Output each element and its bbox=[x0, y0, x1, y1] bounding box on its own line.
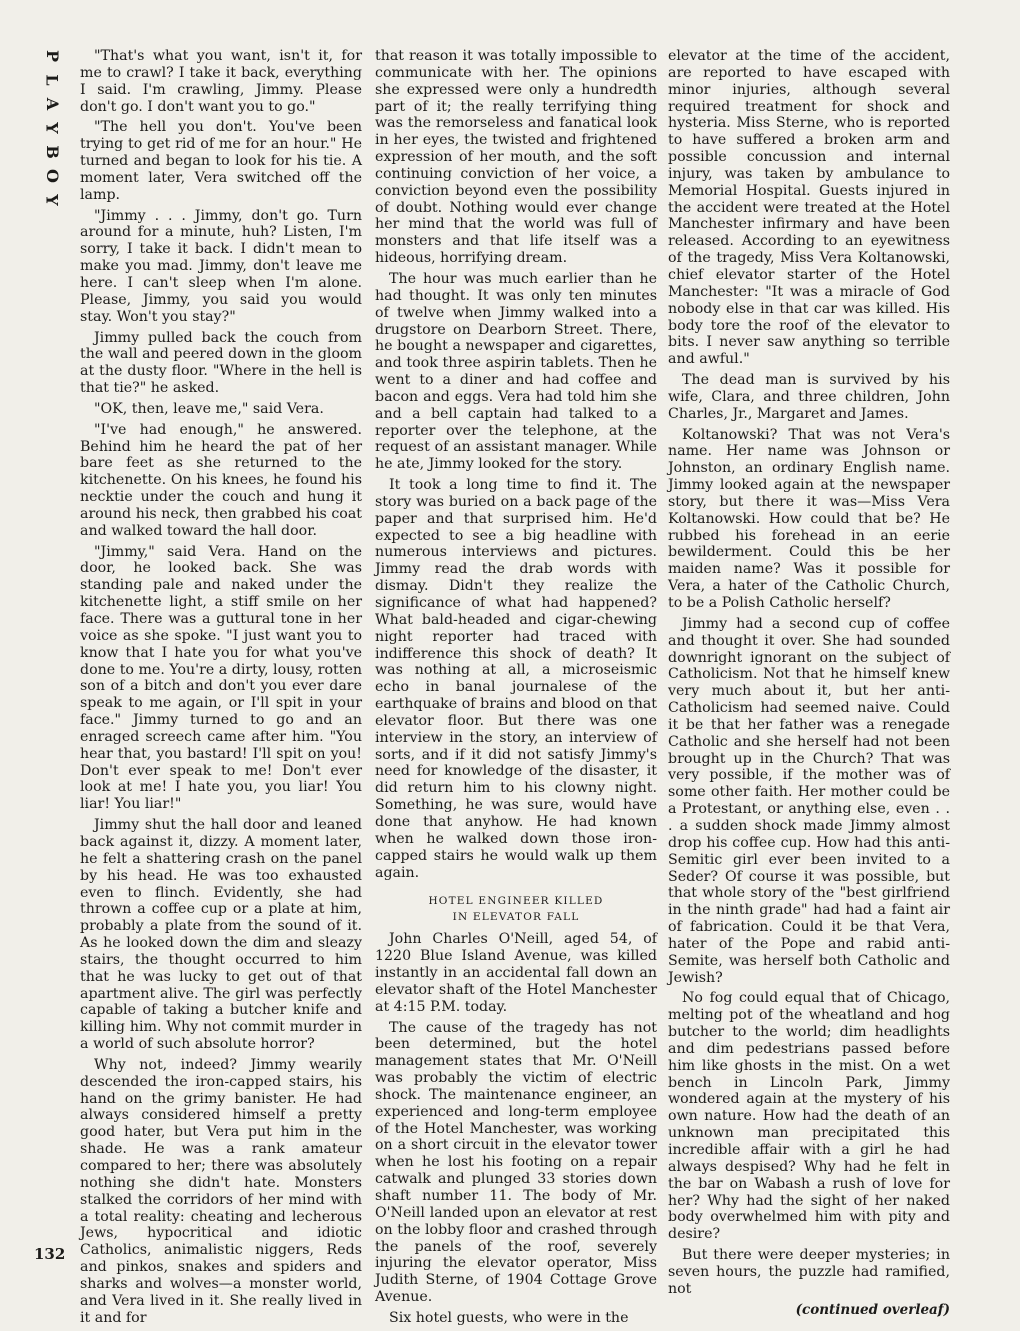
paragraph: "Jimmy," said Vera. Hand on the door, he looked back. She was standing pale and naked under the kitchenette light, a stiff smile on her face. There was a guttural tone in her voice as she spoke. "I just want you to know that I hate you for what you've done to me. You're a dirty, lousy, rotten son of a bitch and don't you ever dare speak to me again, or I'll spit in your face." Jimmy turned to go and an enraged screech came after him. "You hear that, you bastard! I'll spit on you! Don't ever speak to me! Don't ever look at me! I hate you, you liar! You liar! You liar!" bbox=[80, 543, 362, 813]
paragraph: "Jimmy . . . Jimmy, don't go. Turn around for a minute, huh? Listen, I'm sorry, I take it back. I didn't mean to make you mad. Jimmy, don't leave me here. I can't sleep when I'm alone. Please, Jimmy, you said you would stay. Won't you stay?" bbox=[80, 207, 362, 325]
paragraph: John Charles O'Neill, aged 54, of 1220 Blue Island Avenue, was killed instantly in an accidental fall down an elevator shaft of the Hotel Manchester at 4:15 P.M. today. bbox=[375, 931, 657, 1015]
paragraph: Six hotel guests, who were in the bbox=[389, 1309, 629, 1326]
magazine-letter: A bbox=[42, 97, 62, 111]
paragraph: No fog could equal that of Chicago, melting pot of the wheatland and hog butcher to the world; dim headlights and dim pedestrians passed before him like ghosts in the mist. On a wet bench in Lincoln Park, Jimmy wondered again at the mystery of his own nature. How had the death of an unknown man precipitated this incredible affair with a girl he had always despised? Why had he felt in the bar on Wabash a rush of love for her? Why had the sight of her naked body overwhelmed him with pity and desire? bbox=[668, 990, 950, 1243]
paragraph: The dead man is survived by his wife, Clara, and three children, John Charles, Jr., Margaret and James. bbox=[668, 372, 950, 422]
continued-label: (continued overleaf) bbox=[795, 1301, 950, 1318]
page-number: 132 bbox=[34, 1245, 66, 1263]
paragraph: But there were deeper mysteries; in seven hours, the puzzle had ramified, not bbox=[668, 1247, 950, 1297]
paragraph: "OK, then, leave me," said Vera. bbox=[94, 400, 324, 417]
text-column-2 bbox=[375, 48, 657, 1331]
headline-line: IN ELEVATOR FALL bbox=[452, 911, 580, 924]
headline-line: HOTEL ENGINEER KILLED bbox=[428, 895, 604, 908]
paragraph: that reason it was totally impossible to communicate with her. The opinions she expressed were only a hundredth part of it; the really terrifying thing was the remorseless and fanatical look in her eyes, the twisted and frightened expression of her mouth, and the soft continuing conviction of her voice, a conviction beyond even the possibility of doubt. Nothing would ever change her mind that the world was full of monsters and that life itself was a hideous, horrifying dream. bbox=[375, 48, 657, 267]
text-column-3 bbox=[668, 48, 950, 1318]
paragraph: The hour was much earlier than he had thought. It was only ten minutes of twelve when Jimmy walked into a drugstore on Dearborn Street. There, he bought a newspaper and cigarettes, and took three aspirin tablets. Then he went to a diner and had coffee and bacon and eggs. Vera had told him she and a bell captain had talked to a reporter over the telephone, at the request of an assistant manager. While he ate, Jimmy looked for the story. bbox=[375, 270, 657, 473]
paragraph: Jimmy pulled back the couch from the wall and peered down in the gloom at the dusty floor. "Where in the hell is that tie?" he asked. bbox=[80, 329, 362, 397]
paragraph: Koltanowski? That was not Vera's name. Her name was Johnson or Johnston, an ordinary English name. Jimmy looked again at the newspaper story, but there it was—Miss Vera Koltanowski. How could that be? He rubbed his forehead in an eerie bewilderment. Could this be her maiden name? Was it possible for Vera, a hater of the Catholic Church, to be a Polish Catholic herself? bbox=[668, 426, 950, 611]
magazine-letter: L bbox=[43, 74, 62, 86]
magazine-letter: O bbox=[43, 169, 62, 183]
magazine-letter: Y bbox=[42, 194, 62, 206]
paragraph: Jimmy had a second cup of coffee and thought it over. She had sounded downright ignorant on the subject of Catholicism. Not that he himself knew very much about it, but her anti-Catholicism had seemed naive. Could it be that her father was a renegade Catholic and she herself had not been brought up in the Church? That was very possible, if the mother was of some other faith. Her mother could be a Protestant, or anything else, even . . . a sudden shock made Jimmy almost drop his coffee cup. How had this anti-Semitic girl ever been invited to a Seder? Of course it was possible, but that whole story of the "best girlfriend in the ninth grade" had had a faint air of fabrication. Could it be that Vera, hater of the Pope and rabid anti-Semite, was herself both Catholic and Jewish? bbox=[668, 615, 950, 986]
paragraph: "I've had enough," he answered. Behind him he heard the pat of her bare feet as she returned to the kitchenette. On his knees, he found his necktie under the couch and hung it around his neck, then grabbed his coat and walked toward the hall door. bbox=[80, 421, 362, 539]
paragraph: elevator at the time of the accident, are reported to have escaped with minor injuries, although several required treatment for shock and hysteria. Miss Sterne, who is reported to have suffered a broken arm and possible concussion and internal injury, was taken by ambulance to Memorial Hospital. Guests injured in the accident were treated at the Hotel Manchester infirmary and have been released. According to an eyewitness of the tragedy, Miss Vera Koltanowski, chief elevator starter of the Hotel Manchester: "It was a miracle of God nobody else in that car was killed. His body tore the roof of the elevator to bits. I never saw anything so terrible and awful." bbox=[668, 48, 950, 368]
magazine-sidebar bbox=[30, 44, 74, 212]
paragraph: Why not, indeed? Jimmy wearily descended the iron-capped stairs, his hand on the grimy banister. He had always considered himself a pretty good hater, but Vera put him in the shade. He was a rank amateur compared to her; there was absolutely nothing she didn't hate. Monsters stalked the corridors of her mind with a total reality: cheating and lecherous Jews, hypocritical and idiotic Catholics, animalistic niggers, Reds and pinkos, snakes and spiders and sharks and wolves—a monster world, and Vera lived in it. She really lived in it and for bbox=[80, 1056, 362, 1326]
magazine-letter: B bbox=[43, 145, 62, 159]
paragraph: "That's what you want, isn't it, for me to crawl? I take it back, everything I said. I'm crawling, Jimmy. Please don't go. I don't want you to go." bbox=[80, 48, 362, 115]
paragraph: It took a long time to find it. The story was buried on a back page of the paper and that surprised him. He'd expected to see a big headline with numerous interviews and pictures. Jimmy read the drab words with dismay. Didn't they realize the significance of what had happened? What bald-headed and cigar-chewing night reporter had traced with indifference this shock of death? It was nothing at all, a microseismic echo in banal journalese of the earthquake of brains and blood on that elevator floor. But there was one interview in the story, an interview of sorts, and if it did not satisfy Jimmy's need for knowledge of the disaster, it did return him to his clowny night. Something, he was sure, would have done that anyhow. He had known when he walked down those iron-capped stairs he would walk up them again. bbox=[375, 477, 657, 881]
text-column-1 bbox=[80, 48, 362, 1330]
paragraph: Jimmy shut the hall door and leaned back against it, dizzy. A moment later, he felt a shattering crash on the panel by his head. He was too exhausted even to flinch. Evidently, she had thrown a coffee cup or a plate at him, probably a plate from the sound of it. As he looked down the dim and sleazy stairs, the thought occurred to him that he was lucky to get out of that apartment alive. The girl was perfectly capable of taking a butcher knife and killing him. Why not commit murder in a world of such absolute horror? bbox=[80, 817, 362, 1053]
paragraph: The cause of the tragedy has not been determined, but the hotel management states that Mr. O'Neill was probably the victim of electric shock. The maintenance engineer, an experienced and long-term employee of the Hotel Manchester, was working on a short circuit in the elevator tower when he lost his footing on a repair catwalk and plunged 33 stories down shaft number 11. The body of Mr. O'Neill landed upon an elevator at rest on the lobby floor and crashed through the panels of the roof, severely injuring the elevator operator, Miss Judith Sterne, of 1904 Cottage Grove Avenue. bbox=[375, 1019, 657, 1306]
news-headline bbox=[375, 893, 657, 925]
paragraph: "The hell you don't. You've been trying to get rid of me for an hour." He turned and began to look for his tie. A moment later, Vera switched off the lamp. bbox=[80, 119, 362, 203]
magazine-letter: Y bbox=[42, 122, 62, 134]
magazine-letter: P bbox=[43, 49, 62, 63]
